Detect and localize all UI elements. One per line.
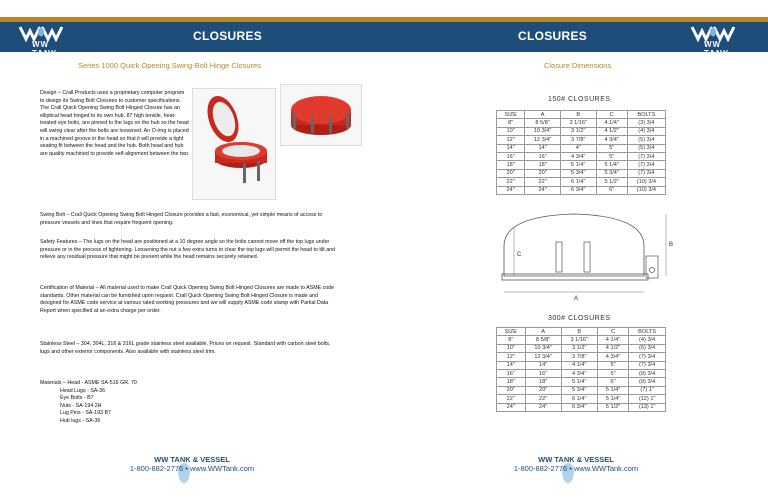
table-cell: (7) 3/4 bbox=[629, 361, 666, 369]
table-cell: (9) 3/4 bbox=[629, 369, 666, 377]
footer bbox=[476, 455, 676, 473]
table-row bbox=[497, 361, 666, 369]
table-cell: 22" bbox=[525, 178, 561, 186]
table-row bbox=[497, 336, 666, 344]
table-cell: 5 1/4" bbox=[596, 161, 627, 169]
table-150-closures bbox=[496, 110, 666, 195]
table-cell: 4 1/4" bbox=[597, 336, 629, 344]
swing-bolt-paragraph: Swing Bolt – Crall Quick Opening Swing Bolt Hinged Closure provides a fast, economical, yet simple means of access to pressure vessels and lines that require frequent opening. bbox=[40, 212, 323, 226]
table-cell: (7) 3/4 bbox=[627, 169, 665, 177]
table-header-cell: B bbox=[560, 111, 596, 119]
table-row bbox=[497, 395, 666, 403]
table-cell: (7) 3/4 bbox=[627, 152, 665, 160]
table-cell: 20" bbox=[497, 386, 526, 394]
table-cell: 4 3/4" bbox=[596, 136, 627, 144]
table-cell: (5) 3/4 bbox=[627, 136, 665, 144]
table-cell: 5 1/4" bbox=[561, 378, 597, 386]
table-cell: 22" bbox=[497, 395, 526, 403]
table-row bbox=[497, 369, 666, 377]
table-row bbox=[497, 136, 666, 144]
table-cell: 22" bbox=[525, 395, 561, 403]
table-header-row bbox=[497, 328, 666, 336]
materials-item: Hub lugs - SA-36 bbox=[60, 417, 101, 424]
table-cell: (4) 3/4 bbox=[627, 127, 665, 135]
table-cell: 16" bbox=[497, 369, 526, 377]
page-title: CLOSURES bbox=[193, 29, 263, 43]
table-cell: 12" bbox=[497, 353, 526, 361]
table-cell: 10 3/4" bbox=[525, 344, 561, 352]
table-cell: 4 1/4" bbox=[561, 361, 597, 369]
logo-text: WW TANK bbox=[32, 40, 58, 58]
table-row bbox=[497, 403, 666, 411]
table-cell: 16" bbox=[497, 152, 525, 160]
table-300-closures bbox=[496, 327, 666, 412]
table-cell: (12) 1" bbox=[629, 395, 666, 403]
table-cell: 10" bbox=[497, 344, 526, 352]
footer-contact[interactable]: 1-800-882-2776 • www.WWTank.com bbox=[513, 464, 639, 473]
table-cell: (7) 1" bbox=[629, 386, 666, 394]
table-cell: 5" bbox=[596, 144, 627, 152]
table-cell: 18" bbox=[497, 161, 525, 169]
table-cell: 10 3/4" bbox=[525, 127, 561, 135]
table-cell: 14" bbox=[525, 144, 561, 152]
table-header-cell: BOLTS bbox=[629, 328, 666, 336]
page-title: CLOSURES bbox=[518, 29, 588, 43]
table-cell: 5 3/4" bbox=[561, 386, 597, 394]
table-cell: (7) 3/4 bbox=[627, 161, 665, 169]
table-cell: 4 1/4" bbox=[596, 119, 627, 127]
table-cell: 8" bbox=[497, 119, 525, 127]
materials-list bbox=[40, 380, 137, 426]
footer-contact[interactable]: 1-800-882-2776 • www.WWTank.com bbox=[129, 464, 255, 473]
table-cell: 6 3/4" bbox=[561, 403, 597, 411]
table-cell: (6) 3/4 bbox=[629, 344, 666, 352]
table-cell: 4" bbox=[560, 144, 596, 152]
table-cell: 20" bbox=[525, 169, 561, 177]
table-cell: 4 1/2" bbox=[596, 127, 627, 135]
table-cell: (7) 3/4 bbox=[629, 353, 666, 361]
table-cell: 5 3/4" bbox=[560, 169, 596, 177]
table-cell: 20" bbox=[525, 386, 561, 394]
table-cell: 6" bbox=[597, 378, 629, 386]
table-cell: 4 3/4" bbox=[560, 152, 596, 160]
table-cell: 3 7/8" bbox=[560, 136, 596, 144]
table-row bbox=[497, 169, 666, 177]
table-header-cell: A bbox=[525, 328, 561, 336]
table-cell: 24" bbox=[525, 403, 561, 411]
table-row bbox=[497, 386, 666, 394]
table-cell: 3 7/8" bbox=[561, 353, 597, 361]
table-cell: 14" bbox=[525, 361, 561, 369]
section-subtitle: Closure Dimensions bbox=[544, 61, 612, 70]
table-cell: 6 3/4" bbox=[560, 186, 596, 194]
table-cell: 14" bbox=[497, 144, 525, 152]
table-cell: 5 1/4" bbox=[560, 161, 596, 169]
table-cell: (9) 3/4 bbox=[629, 378, 666, 386]
table-300-title: 300# CLOSURES bbox=[548, 315, 611, 322]
table-cell: 18" bbox=[497, 378, 526, 386]
table-cell: 5 1/2" bbox=[597, 403, 629, 411]
table-cell: 5 1/2" bbox=[596, 178, 627, 186]
ww-tank-logo bbox=[690, 24, 746, 58]
section-subtitle: Series 1000 Quick Opening Swing-Bolt Hinge Closures bbox=[78, 61, 262, 70]
table-cell: 20" bbox=[497, 169, 525, 177]
table-row bbox=[497, 344, 666, 352]
stainless-paragraph: Stainless Steel – 304, 304L, 316 & 316L grade stainless steel available. Prices on request. Standard with carbon steel bolts, lugs and other exterior components. Also available with stainless steel trim. bbox=[40, 341, 331, 355]
table-cell: 6 1/4" bbox=[560, 178, 596, 186]
table-row bbox=[497, 152, 666, 160]
table-cell: 3 1/16" bbox=[561, 336, 597, 344]
table-cell: (3) 3/4 bbox=[627, 119, 665, 127]
table-header-cell: A bbox=[525, 111, 561, 119]
table-cell: 14" bbox=[497, 361, 526, 369]
table-cell: 18" bbox=[525, 161, 561, 169]
closure-drawing bbox=[494, 206, 684, 306]
table-cell: 24" bbox=[497, 186, 525, 194]
table-cell: 5 3/4" bbox=[596, 169, 627, 177]
table-cell: (10) 3/4 bbox=[627, 178, 665, 186]
right-page bbox=[384, 0, 768, 497]
table-cell: 16" bbox=[525, 369, 561, 377]
table-cell: (4) 3/4 bbox=[629, 336, 666, 344]
table-row bbox=[497, 178, 666, 186]
table-cell: (13) 1" bbox=[629, 403, 666, 411]
table-cell: 8" bbox=[497, 336, 526, 344]
dim-c-label: C bbox=[517, 252, 522, 258]
table-cell: (5) 3/4 bbox=[627, 144, 665, 152]
table-header-cell: C bbox=[596, 111, 627, 119]
materials-item: Eye Bolts - B7 bbox=[60, 395, 94, 402]
table-row bbox=[497, 119, 666, 127]
table-cell: 16" bbox=[525, 152, 561, 160]
footer bbox=[92, 455, 292, 473]
table-cell: 5" bbox=[596, 152, 627, 160]
materials-item: Lug Pins - SA-193 B7 bbox=[60, 410, 111, 417]
table-header-cell: SIZE bbox=[497, 328, 526, 336]
certification-paragraph: Certification of Material – All material used to make Crall Quick Opening Swing Bolt Hinged Closures are made to ASME code standards. Other material can be furnished upon request. Crall Quick Opening Swing Bolt Hinged Closure is made and designed for ASME code service at various rated working pressures and we will supply ASME code stamp with Partial Data Report when specified at an extra charge per order. bbox=[40, 285, 335, 314]
table-cell: 18" bbox=[525, 378, 561, 386]
footer-company: WW TANK & VESSEL bbox=[154, 455, 230, 464]
table-cell: 6 1/4" bbox=[561, 395, 597, 403]
table-cell: 8 5/8" bbox=[525, 336, 561, 344]
closure-photo-open bbox=[192, 88, 276, 200]
table-row bbox=[497, 144, 666, 152]
table-cell: 6" bbox=[596, 186, 627, 194]
table-cell: 10" bbox=[497, 127, 525, 135]
table-header-cell: BOLTS bbox=[627, 111, 665, 119]
table-cell: 3 1/16" bbox=[560, 119, 596, 127]
table-cell: 5" bbox=[597, 369, 629, 377]
table-cell: 4 1/2" bbox=[597, 344, 629, 352]
table-cell: 3 1/2" bbox=[561, 344, 597, 352]
table-header-cell: C bbox=[597, 328, 629, 336]
table-cell: 24" bbox=[497, 403, 526, 411]
table-row bbox=[497, 378, 666, 386]
table-row bbox=[497, 353, 666, 361]
safety-paragraph: Safety Features – The lugs on the head are positioned at a 10 degree angle so the bolts cannot move off the top lugs under pressure or in the process of tightening. Loosening the nut a few extra turns to clear the top lugs will permit the head to tilt and relieve any residual pressure that might be present while the head remains securely retained. bbox=[40, 239, 336, 261]
table-cell: 4 3/4" bbox=[597, 353, 629, 361]
closure-photo-closed bbox=[280, 84, 362, 146]
materials-heading: Materials – Head - ASME SA-516 GR. 70 bbox=[40, 380, 137, 386]
table-cell: 3 1/2" bbox=[560, 127, 596, 135]
table-cell: 8 5/8" bbox=[525, 119, 561, 127]
materials-item: Nuts - SA-194 2H bbox=[60, 402, 102, 409]
table-cell: 22" bbox=[497, 178, 525, 186]
table-cell: 24" bbox=[525, 186, 561, 194]
table-cell: (10) 3/4 bbox=[627, 186, 665, 194]
footer-company: WW TANK & VESSEL bbox=[538, 455, 614, 464]
table-row bbox=[497, 186, 666, 194]
table-cell: 5 1/4" bbox=[597, 386, 629, 394]
table-cell: 12" bbox=[497, 136, 525, 144]
table-header-cell: B bbox=[561, 328, 597, 336]
dim-a-label: A bbox=[574, 296, 579, 302]
table-cell: 5 1/4" bbox=[597, 395, 629, 403]
dim-b-label: B bbox=[669, 242, 674, 248]
logo-text: WW TANK bbox=[704, 40, 730, 58]
table-150-title: 150# CLOSURES bbox=[548, 96, 611, 103]
table-cell: 4 3/4" bbox=[561, 369, 597, 377]
table-cell: 12 3/4" bbox=[525, 136, 561, 144]
table-header-row bbox=[497, 111, 666, 119]
ww-tank-logo bbox=[18, 24, 74, 58]
table-row bbox=[497, 127, 666, 135]
design-paragraph: Design – Crall Products uses a proprietary computer program to design its Swing Bolt Closures to customer specifications. The Crall Quick Opening Swing Bolt Hinged Closure has an elliptical head hinged to its own hub. 87 high tensile, heat-treated eye bolts, are pinned to the lugs on the hub so the head will swing clear after the bolts are loosened. An O-ring is placed in a machined groove in the head so that it will provide a tight seating fit between the head and the hub. Both head and hub are quality machined to provide self-alignment between the two. bbox=[40, 90, 190, 157]
table-cell: 5" bbox=[597, 361, 629, 369]
table-row bbox=[497, 161, 666, 169]
materials-item: Head Lugs - SA-36 bbox=[60, 387, 106, 394]
table-header-cell: SIZE bbox=[497, 111, 525, 119]
table-cell: 12 3/4" bbox=[525, 353, 561, 361]
